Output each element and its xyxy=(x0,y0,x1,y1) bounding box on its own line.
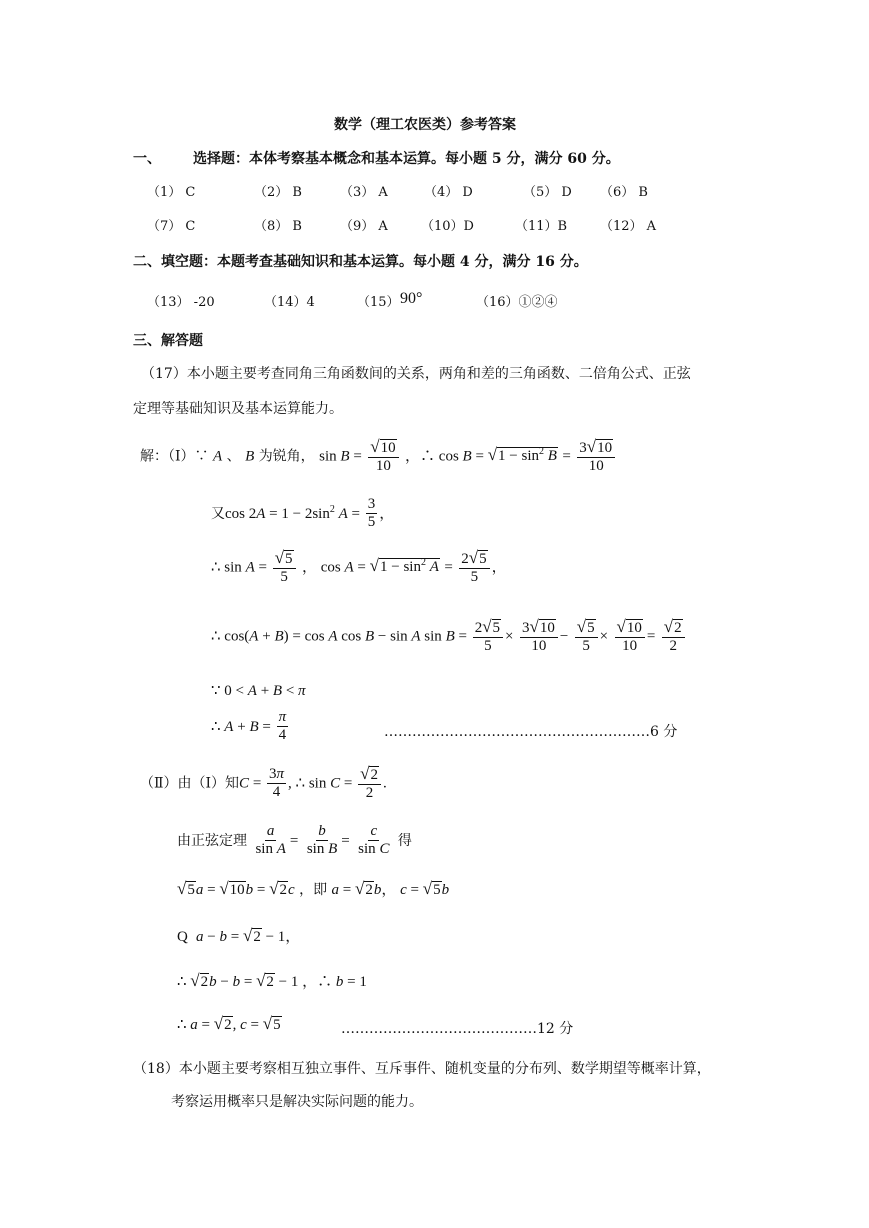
part1-line1: 解：（Ⅰ）∵ A 、 B 为锐角， sin B = $\frac{√10}{10}$ ，∴ $\cos B = √1 - \sin^2 B$ = $\frac{3√10}{10}$ xyxy=(140,437,617,476)
ratio-line: √5a = √10b = √2c ，即 a = √2b， c = √5b xyxy=(177,879,450,898)
section1-number: 一、 xyxy=(133,151,161,167)
answer-8: （8） B xyxy=(254,219,302,234)
difference-line: Q a − b = √2 − 1， xyxy=(177,926,301,945)
answer-1: （1） C xyxy=(147,185,196,200)
answer-15-label: （15） xyxy=(357,295,400,310)
law-of-sines-line: 由正弦定理 $\frac{a}{\text{sin A}}$ = $\frac{b}{\text{sin B}}$ = $\frac{c}{\text{sin C}}$ 得 xyxy=(177,823,412,858)
cos2a-line: 又$\cos 2A = 1 - 2\sin^2$ A = $\frac{3}{5}$ ， xyxy=(211,496,395,531)
q18-intro-line2: 考察运用概率只是解决实际问题的能力。 xyxy=(171,1094,423,1110)
answer-14: （14）4 xyxy=(264,295,315,310)
answer-12: （12） A xyxy=(600,219,657,234)
sum-result-line: ∴ A + B = $\frac{\pi}{4}$ xyxy=(211,709,287,744)
acute-text: 为锐角， xyxy=(258,448,315,465)
answer-4: （4） D xyxy=(424,185,473,200)
q17-intro-line2: 定理等基础知识及基本运算能力。 xyxy=(133,401,343,417)
answer-10: （10）D xyxy=(421,219,474,234)
q18-intro-line1: （18）本小题主要考察相互独立事件、互斥事件、随机变量的分布列、数学期望等概率计算， xyxy=(133,1061,711,1077)
page-title: 数学（理工农医类）参考答案 xyxy=(334,117,516,133)
answer-15-value: 90° xyxy=(400,290,423,307)
part2-line1: （Ⅱ）由（Ⅰ）知C = $\frac{3\pi}{4}$ , ∴ sin C = $\frac{√2}{2}$ . xyxy=(140,764,387,802)
section1-heading: 选择题：本体考察基本概念和基本运算。每小题 5 分，满分 60 分。 xyxy=(193,151,620,167)
part1-prefix: 解：（Ⅰ）∵ xyxy=(140,448,209,465)
sina-cosa-line: ∴ sin A = $\frac{√5}{5}$ ， $\cos A = √1 - \sin^2 A$ = $\frac{2√5}{5}$ ， xyxy=(211,548,507,586)
solve-b-line: ∴ √2b − b = √2 − 1 ，∴ b = 1 xyxy=(177,971,367,990)
answer-9: （9） A xyxy=(340,219,388,234)
final-result-line: ∴ a = √2, c = √5 xyxy=(177,1014,281,1033)
answer-2: （2） B xyxy=(254,185,302,200)
answer-6: （6） B xyxy=(600,185,648,200)
answer-16: （16）①②④ xyxy=(476,295,558,310)
section3-heading: 三、解答题 xyxy=(133,333,203,349)
range-line: ∵ 0 < A + B < π xyxy=(211,683,306,699)
score-12: ……………………………………12 分 xyxy=(341,1021,574,1037)
section2-heading: 二、填空题：本题考查基础知识和基本运算。每小题 4 分，满分 16 分。 xyxy=(133,254,588,270)
answer-7: （7） C xyxy=(147,219,196,234)
answer-3: （3） A xyxy=(340,185,388,200)
cos-sum-line: ∴ cos(A + B) = cos A cos B − sin A sin B = $\frac{2√5}{5}$ × $\frac{3√10}{10}$ − $\frac{√5}{5}$ × $\frac{√10}{10}$ = $\frac{√2}{2}$ xyxy=(211,617,687,656)
answer-5: （5） D xyxy=(523,185,572,200)
answer-13: （13） -20 xyxy=(147,295,215,310)
answer-11: （11）B xyxy=(515,219,568,234)
score-6: …………………………………………………6 分 xyxy=(384,724,678,740)
q17-intro-line1: （17）本小题主要考查同角三角函数间的关系，两角和差的三角函数、二倍角公式、正弦 xyxy=(141,366,691,382)
